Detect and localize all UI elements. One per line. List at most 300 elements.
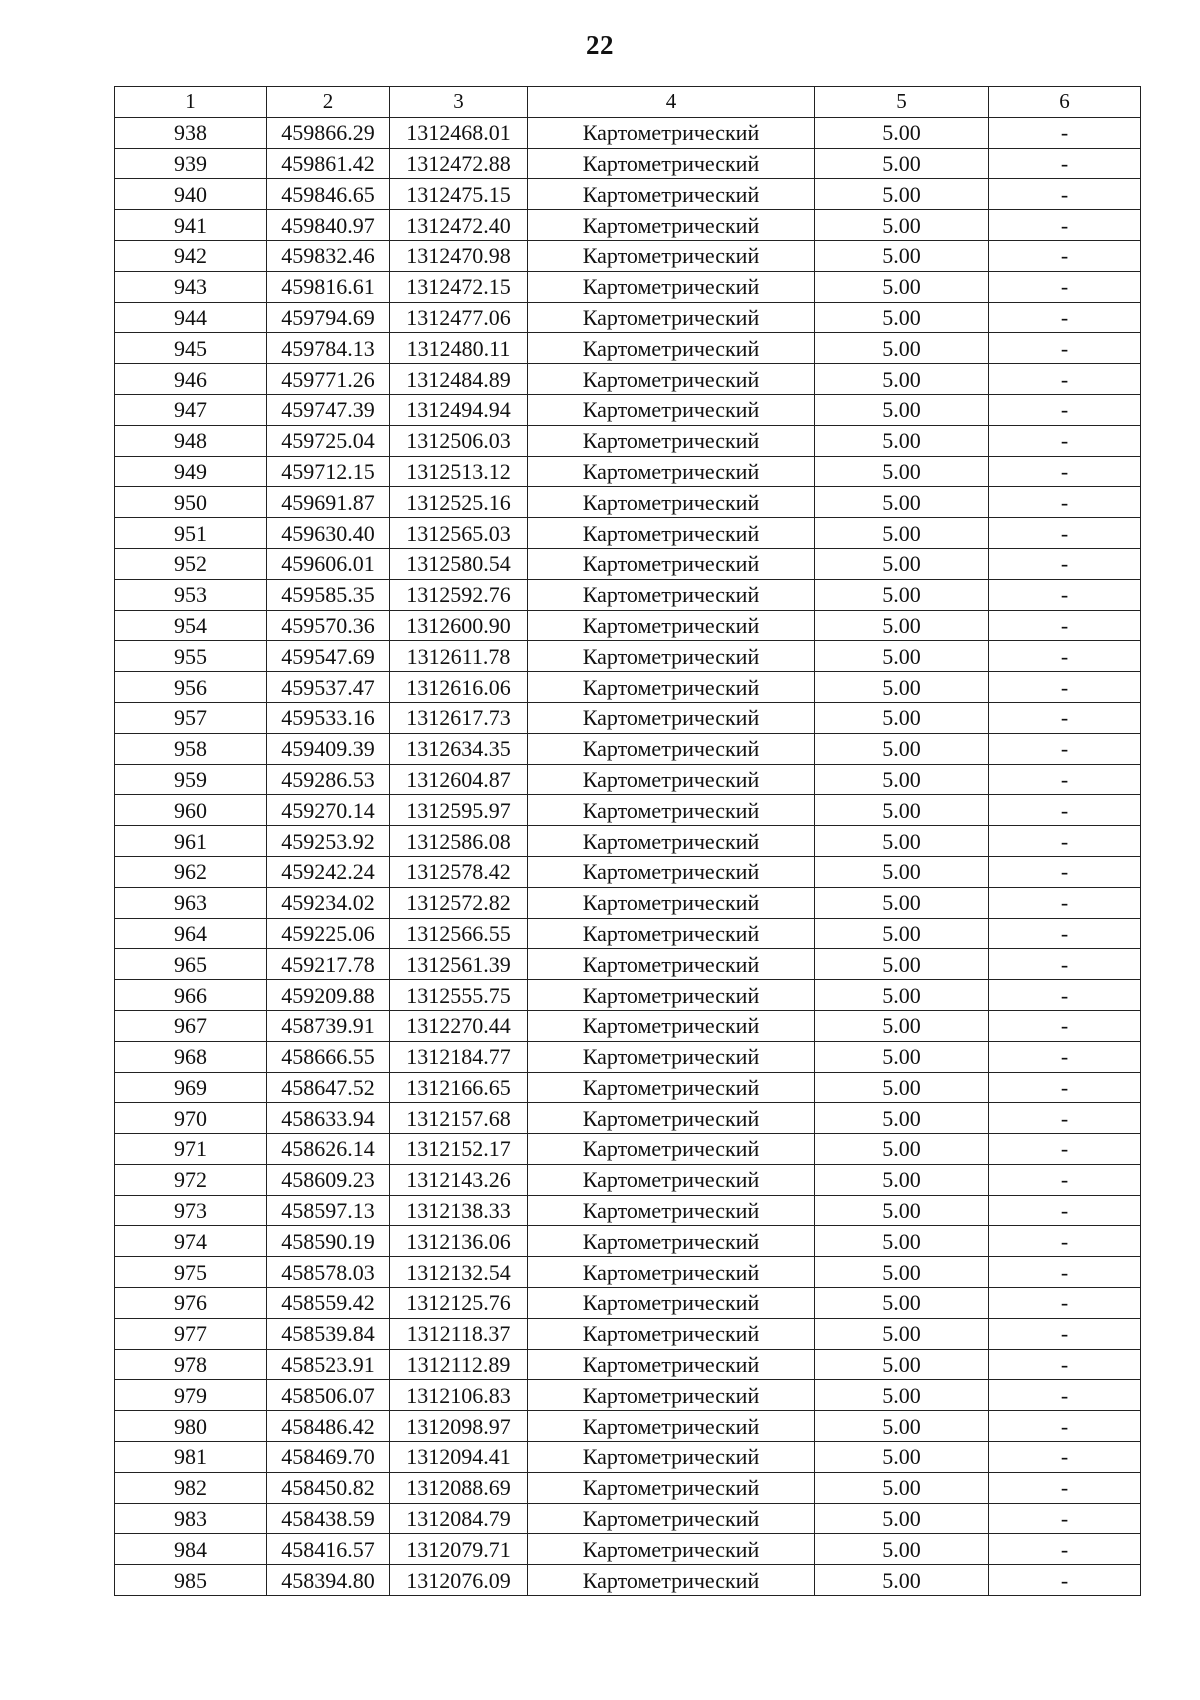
description-cell: -: [989, 302, 1141, 333]
point-number-cell: 941: [115, 210, 267, 241]
y-coordinate-cell: 1312480.11: [390, 333, 528, 364]
y-coordinate-cell: 1312118.37: [390, 1318, 528, 1349]
point-number-cell: 979: [115, 1380, 267, 1411]
point-number-cell: 970: [115, 1103, 267, 1134]
method-cell: Картометрический: [528, 672, 815, 703]
y-coordinate-cell: 1312565.03: [390, 518, 528, 549]
accuracy-cell: 5.00: [815, 518, 989, 549]
description-cell: -: [989, 1164, 1141, 1195]
point-number-cell: 940: [115, 179, 267, 210]
accuracy-cell: 5.00: [815, 1103, 989, 1134]
table-row: [115, 394, 1141, 425]
description-cell: -: [989, 364, 1141, 395]
x-coordinate-cell: 459712.15: [267, 456, 390, 487]
table-row: [115, 548, 1141, 579]
accuracy-cell: 5.00: [815, 980, 989, 1011]
accuracy-cell: 5.00: [815, 887, 989, 918]
table-row: [115, 333, 1141, 364]
point-number-cell: 962: [115, 856, 267, 887]
x-coordinate-cell: 458486.42: [267, 1411, 390, 1442]
accuracy-cell: 5.00: [815, 1288, 989, 1319]
table-row: [115, 1472, 1141, 1503]
y-coordinate-cell: 1312611.78: [390, 641, 528, 672]
method-cell: Картометрический: [528, 364, 815, 395]
table-row: [115, 610, 1141, 641]
description-cell: -: [989, 1503, 1141, 1534]
x-coordinate-cell: 459747.39: [267, 394, 390, 425]
x-coordinate-cell: 458647.52: [267, 1072, 390, 1103]
accuracy-cell: 5.00: [815, 425, 989, 456]
point-number-cell: 985: [115, 1565, 267, 1596]
y-coordinate-cell: 1312578.42: [390, 856, 528, 887]
y-coordinate-cell: 1312580.54: [390, 548, 528, 579]
x-coordinate-cell: 459225.06: [267, 918, 390, 949]
method-cell: Картометрический: [528, 610, 815, 641]
x-coordinate-cell: 458438.59: [267, 1503, 390, 1534]
description-cell: -: [989, 764, 1141, 795]
accuracy-cell: 5.00: [815, 333, 989, 364]
method-cell: Картометрический: [528, 1318, 815, 1349]
y-coordinate-cell: 1312132.54: [390, 1257, 528, 1288]
method-cell: Картометрический: [528, 1534, 815, 1565]
accuracy-cell: 5.00: [815, 856, 989, 887]
y-coordinate-cell: 1312525.16: [390, 487, 528, 518]
accuracy-cell: 5.00: [815, 795, 989, 826]
description-cell: -: [989, 394, 1141, 425]
point-number-cell: 973: [115, 1195, 267, 1226]
description-cell: -: [989, 1010, 1141, 1041]
accuracy-cell: 5.00: [815, 148, 989, 179]
x-coordinate-cell: 458633.94: [267, 1103, 390, 1134]
y-coordinate-cell: 1312572.82: [390, 887, 528, 918]
y-coordinate-cell: 1312270.44: [390, 1010, 528, 1041]
x-coordinate-cell: 459606.01: [267, 548, 390, 579]
table-row: [115, 702, 1141, 733]
description-cell: -: [989, 826, 1141, 857]
point-number-cell: 951: [115, 518, 267, 549]
method-cell: Картометрический: [528, 487, 815, 518]
coordinates-table: [114, 86, 1141, 1596]
y-coordinate-cell: 1312106.83: [390, 1380, 528, 1411]
point-number-cell: 963: [115, 887, 267, 918]
accuracy-cell: 5.00: [815, 548, 989, 579]
description-cell: -: [989, 548, 1141, 579]
x-coordinate-cell: 459840.97: [267, 210, 390, 241]
method-cell: Картометрический: [528, 148, 815, 179]
table-row: [115, 1134, 1141, 1165]
description-cell: -: [989, 456, 1141, 487]
point-number-cell: 983: [115, 1503, 267, 1534]
description-cell: -: [989, 487, 1141, 518]
method-cell: Картометрический: [528, 641, 815, 672]
description-cell: -: [989, 1103, 1141, 1134]
description-cell: -: [989, 1565, 1141, 1596]
description-cell: -: [989, 1472, 1141, 1503]
table-row: [115, 518, 1141, 549]
y-coordinate-cell: 1312472.88: [390, 148, 528, 179]
point-number-cell: 947: [115, 394, 267, 425]
description-cell: -: [989, 240, 1141, 271]
description-cell: -: [989, 733, 1141, 764]
point-number-cell: 972: [115, 1164, 267, 1195]
x-coordinate-cell: 458559.42: [267, 1288, 390, 1319]
accuracy-cell: 5.00: [815, 672, 989, 703]
table-row: [115, 1411, 1141, 1442]
table-row: [115, 795, 1141, 826]
point-number-cell: 982: [115, 1472, 267, 1503]
y-coordinate-cell: 1312468.01: [390, 117, 528, 148]
method-cell: Картометрический: [528, 733, 815, 764]
x-coordinate-cell: 458578.03: [267, 1257, 390, 1288]
point-number-cell: 948: [115, 425, 267, 456]
x-coordinate-cell: 458609.23: [267, 1164, 390, 1195]
point-number-cell: 958: [115, 733, 267, 764]
x-coordinate-cell: 458590.19: [267, 1226, 390, 1257]
method-cell: Картометрический: [528, 702, 815, 733]
table-body: [115, 117, 1141, 1595]
description-cell: -: [989, 333, 1141, 364]
x-coordinate-cell: 459570.36: [267, 610, 390, 641]
x-coordinate-cell: 458469.70: [267, 1442, 390, 1473]
description-cell: -: [989, 1288, 1141, 1319]
accuracy-cell: 5.00: [815, 641, 989, 672]
method-cell: Картометрический: [528, 1103, 815, 1134]
y-coordinate-cell: 1312484.89: [390, 364, 528, 395]
accuracy-cell: 5.00: [815, 1195, 989, 1226]
y-coordinate-cell: 1312157.68: [390, 1103, 528, 1134]
description-cell: -: [989, 949, 1141, 980]
accuracy-cell: 5.00: [815, 764, 989, 795]
method-cell: Картометрический: [528, 117, 815, 148]
description-cell: -: [989, 1442, 1141, 1473]
x-coordinate-cell: 459846.65: [267, 179, 390, 210]
point-number-cell: 967: [115, 1010, 267, 1041]
description-cell: -: [989, 887, 1141, 918]
x-coordinate-cell: 459242.24: [267, 856, 390, 887]
column-header: 1: [115, 87, 267, 118]
y-coordinate-cell: 1312617.73: [390, 702, 528, 733]
table-row: [115, 1072, 1141, 1103]
method-cell: Картометрический: [528, 518, 815, 549]
point-number-cell: 966: [115, 980, 267, 1011]
y-coordinate-cell: 1312604.87: [390, 764, 528, 795]
accuracy-cell: 5.00: [815, 364, 989, 395]
point-number-cell: 980: [115, 1411, 267, 1442]
x-coordinate-cell: 458539.84: [267, 1318, 390, 1349]
page-number: 22: [586, 30, 614, 60]
method-cell: Картометрический: [528, 980, 815, 1011]
column-header: 3: [390, 87, 528, 118]
column-header: 6: [989, 87, 1141, 118]
x-coordinate-cell: 459537.47: [267, 672, 390, 703]
accuracy-cell: 5.00: [815, 240, 989, 271]
accuracy-cell: 5.00: [815, 1565, 989, 1596]
description-cell: -: [989, 672, 1141, 703]
x-coordinate-cell: 458666.55: [267, 1041, 390, 1072]
method-cell: Картометрический: [528, 456, 815, 487]
method-cell: Картометрический: [528, 918, 815, 949]
table-row: [115, 1534, 1141, 1565]
description-cell: -: [989, 702, 1141, 733]
point-number-cell: 955: [115, 641, 267, 672]
table-row: [115, 117, 1141, 148]
accuracy-cell: 5.00: [815, 610, 989, 641]
point-number-cell: 961: [115, 826, 267, 857]
table-row: [115, 887, 1141, 918]
method-cell: Картометрический: [528, 240, 815, 271]
point-number-cell: 964: [115, 918, 267, 949]
x-coordinate-cell: 459533.16: [267, 702, 390, 733]
point-number-cell: 946: [115, 364, 267, 395]
table-row: [115, 1565, 1141, 1596]
point-number-cell: 939: [115, 148, 267, 179]
description-cell: -: [989, 117, 1141, 148]
method-cell: Картометрический: [528, 1472, 815, 1503]
method-cell: Картометрический: [528, 1411, 815, 1442]
header-row: [115, 87, 1141, 118]
accuracy-cell: 5.00: [815, 826, 989, 857]
table-row: [115, 1103, 1141, 1134]
table-row: [115, 1288, 1141, 1319]
x-coordinate-cell: 459725.04: [267, 425, 390, 456]
x-coordinate-cell: 459771.26: [267, 364, 390, 395]
x-coordinate-cell: 459816.61: [267, 271, 390, 302]
method-cell: Картометрический: [528, 1349, 815, 1380]
y-coordinate-cell: 1312184.77: [390, 1041, 528, 1072]
table-row: [115, 1442, 1141, 1473]
accuracy-cell: 5.00: [815, 1318, 989, 1349]
x-coordinate-cell: 458394.80: [267, 1565, 390, 1596]
accuracy-cell: 5.00: [815, 1226, 989, 1257]
point-number-cell: 952: [115, 548, 267, 579]
description-cell: -: [989, 795, 1141, 826]
x-coordinate-cell: 459691.87: [267, 487, 390, 518]
accuracy-cell: 5.00: [815, 117, 989, 148]
table-row: [115, 240, 1141, 271]
y-coordinate-cell: 1312143.26: [390, 1164, 528, 1195]
table-row: [115, 148, 1141, 179]
accuracy-cell: 5.00: [815, 487, 989, 518]
method-cell: Картометрический: [528, 210, 815, 241]
accuracy-cell: 5.00: [815, 579, 989, 610]
accuracy-cell: 5.00: [815, 1072, 989, 1103]
accuracy-cell: 5.00: [815, 1349, 989, 1380]
point-number-cell: 959: [115, 764, 267, 795]
method-cell: Картометрический: [528, 548, 815, 579]
y-coordinate-cell: 1312079.71: [390, 1534, 528, 1565]
accuracy-cell: 5.00: [815, 1503, 989, 1534]
description-cell: -: [989, 1195, 1141, 1226]
description-cell: -: [989, 980, 1141, 1011]
table-row: [115, 425, 1141, 456]
y-coordinate-cell: 1312506.03: [390, 425, 528, 456]
description-cell: -: [989, 856, 1141, 887]
method-cell: Картометрический: [528, 302, 815, 333]
table-row: [115, 456, 1141, 487]
description-cell: -: [989, 1318, 1141, 1349]
table-row: [115, 1318, 1141, 1349]
method-cell: Картометрический: [528, 949, 815, 980]
column-header: 2: [267, 87, 390, 118]
point-number-cell: 950: [115, 487, 267, 518]
y-coordinate-cell: 1312592.76: [390, 579, 528, 610]
point-number-cell: 975: [115, 1257, 267, 1288]
table-row: [115, 1503, 1141, 1534]
method-cell: Картометрический: [528, 1442, 815, 1473]
description-cell: -: [989, 1226, 1141, 1257]
method-cell: Картометрический: [528, 1226, 815, 1257]
point-number-cell: 938: [115, 117, 267, 148]
method-cell: Картометрический: [528, 394, 815, 425]
y-coordinate-cell: 1312098.97: [390, 1411, 528, 1442]
point-number-cell: 944: [115, 302, 267, 333]
y-coordinate-cell: 1312472.15: [390, 271, 528, 302]
y-coordinate-cell: 1312634.35: [390, 733, 528, 764]
y-coordinate-cell: 1312166.65: [390, 1072, 528, 1103]
y-coordinate-cell: 1312472.40: [390, 210, 528, 241]
point-number-cell: 956: [115, 672, 267, 703]
method-cell: Картометрический: [528, 1072, 815, 1103]
accuracy-cell: 5.00: [815, 918, 989, 949]
x-coordinate-cell: 458626.14: [267, 1134, 390, 1165]
table-row: [115, 302, 1141, 333]
table-row: [115, 1010, 1141, 1041]
table-row: [115, 364, 1141, 395]
table-row: [115, 672, 1141, 703]
description-cell: -: [989, 918, 1141, 949]
accuracy-cell: 5.00: [815, 1411, 989, 1442]
point-number-cell: 977: [115, 1318, 267, 1349]
y-coordinate-cell: 1312600.90: [390, 610, 528, 641]
method-cell: Картометрический: [528, 1288, 815, 1319]
point-number-cell: 976: [115, 1288, 267, 1319]
accuracy-cell: 5.00: [815, 394, 989, 425]
accuracy-cell: 5.00: [815, 456, 989, 487]
table-row: [115, 856, 1141, 887]
y-coordinate-cell: 1312076.09: [390, 1565, 528, 1596]
description-cell: -: [989, 271, 1141, 302]
x-coordinate-cell: 459270.14: [267, 795, 390, 826]
x-coordinate-cell: 459630.40: [267, 518, 390, 549]
column-header: 5: [815, 87, 989, 118]
x-coordinate-cell: 458506.07: [267, 1380, 390, 1411]
method-cell: Картометрический: [528, 271, 815, 302]
x-coordinate-cell: 459794.69: [267, 302, 390, 333]
point-number-cell: 945: [115, 333, 267, 364]
accuracy-cell: 5.00: [815, 179, 989, 210]
accuracy-cell: 5.00: [815, 271, 989, 302]
method-cell: Картометрический: [528, 1257, 815, 1288]
description-cell: -: [989, 1041, 1141, 1072]
x-coordinate-cell: 458416.57: [267, 1534, 390, 1565]
accuracy-cell: 5.00: [815, 733, 989, 764]
y-coordinate-cell: 1312152.17: [390, 1134, 528, 1165]
point-number-cell: 968: [115, 1041, 267, 1072]
point-number-cell: 971: [115, 1134, 267, 1165]
y-coordinate-cell: 1312084.79: [390, 1503, 528, 1534]
method-cell: Картометрический: [528, 826, 815, 857]
table-row: [115, 179, 1141, 210]
table-header: [115, 87, 1141, 118]
table-row: [115, 918, 1141, 949]
column-header: 4: [528, 87, 815, 118]
x-coordinate-cell: 459585.35: [267, 579, 390, 610]
method-cell: Картометрический: [528, 1565, 815, 1596]
method-cell: Картометрический: [528, 887, 815, 918]
table-row: [115, 949, 1141, 980]
table-row: [115, 1164, 1141, 1195]
accuracy-cell: 5.00: [815, 949, 989, 980]
x-coordinate-cell: 458523.91: [267, 1349, 390, 1380]
table-row: [115, 980, 1141, 1011]
y-coordinate-cell: 1312555.75: [390, 980, 528, 1011]
x-coordinate-cell: 459866.29: [267, 117, 390, 148]
x-coordinate-cell: 459547.69: [267, 641, 390, 672]
point-number-cell: 943: [115, 271, 267, 302]
method-cell: Картометрический: [528, 795, 815, 826]
method-cell: Картометрический: [528, 579, 815, 610]
method-cell: Картометрический: [528, 1380, 815, 1411]
y-coordinate-cell: 1312513.12: [390, 456, 528, 487]
description-cell: -: [989, 641, 1141, 672]
x-coordinate-cell: 458597.13: [267, 1195, 390, 1226]
table-row: [115, 210, 1141, 241]
description-cell: -: [989, 1072, 1141, 1103]
description-cell: -: [989, 1349, 1141, 1380]
accuracy-cell: 5.00: [815, 1534, 989, 1565]
method-cell: Картометрический: [528, 1010, 815, 1041]
point-number-cell: 953: [115, 579, 267, 610]
y-coordinate-cell: 1312566.55: [390, 918, 528, 949]
accuracy-cell: 5.00: [815, 1380, 989, 1411]
accuracy-cell: 5.00: [815, 1164, 989, 1195]
description-cell: -: [989, 579, 1141, 610]
point-number-cell: 984: [115, 1534, 267, 1565]
y-coordinate-cell: 1312561.39: [390, 949, 528, 980]
x-coordinate-cell: 458739.91: [267, 1010, 390, 1041]
description-cell: -: [989, 518, 1141, 549]
point-number-cell: 974: [115, 1226, 267, 1257]
x-coordinate-cell: 459217.78: [267, 949, 390, 980]
table-row: [115, 641, 1141, 672]
method-cell: Картометрический: [528, 1134, 815, 1165]
accuracy-cell: 5.00: [815, 1257, 989, 1288]
method-cell: Картометрический: [528, 1195, 815, 1226]
description-cell: -: [989, 425, 1141, 456]
description-cell: -: [989, 1257, 1141, 1288]
description-cell: -: [989, 148, 1141, 179]
x-coordinate-cell: 458450.82: [267, 1472, 390, 1503]
table-row: [115, 487, 1141, 518]
table-row: [115, 1380, 1141, 1411]
point-number-cell: 942: [115, 240, 267, 271]
y-coordinate-cell: 1312094.41: [390, 1442, 528, 1473]
point-number-cell: 965: [115, 949, 267, 980]
x-coordinate-cell: 459253.92: [267, 826, 390, 857]
accuracy-cell: 5.00: [815, 1442, 989, 1473]
description-cell: -: [989, 179, 1141, 210]
x-coordinate-cell: 459832.46: [267, 240, 390, 271]
accuracy-cell: 5.00: [815, 1472, 989, 1503]
point-number-cell: 969: [115, 1072, 267, 1103]
description-cell: -: [989, 1411, 1141, 1442]
table-row: [115, 1226, 1141, 1257]
point-number-cell: 957: [115, 702, 267, 733]
method-cell: Картометрический: [528, 179, 815, 210]
x-coordinate-cell: 459784.13: [267, 333, 390, 364]
accuracy-cell: 5.00: [815, 702, 989, 733]
accuracy-cell: 5.00: [815, 210, 989, 241]
